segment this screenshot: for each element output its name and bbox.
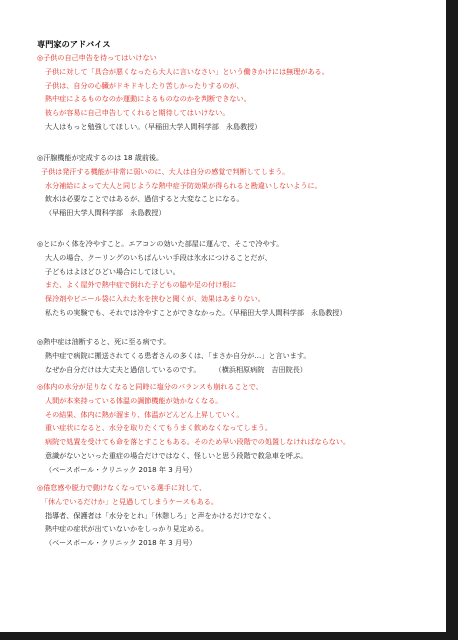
- advice-line: また、よく屋外で熱中症で倒れた子どもの脇や足の付け根に: [45, 280, 237, 290]
- advice-line: 水分補給によって大人と同じような熱中症予防効果が得られると勘違いしないように。: [45, 180, 322, 190]
- advice-line: 子供に対して「具合が悪くなったら大人に言いなさい」という働きかけには無理がある。: [45, 66, 329, 76]
- section-heading: ◎とにかく体を冷やすこと。エアコンの効いた部屋に運んで、そこで冷やす。: [37, 239, 284, 248]
- advice-line: その結果、体内に熱が溜まり、体温がどんどん上昇していく。: [45, 409, 244, 419]
- advice-line: 飲水は必要なことではあるが、過信すると大変なことになる。: [45, 194, 244, 204]
- advice-line: 保冷剤やビニール袋に入れた氷を挟むと聞くが、効果はあまりない。: [45, 294, 265, 304]
- advice-line: なぜか自分だけは大丈夫と過信しているのです。 （横浜相原病院 吉田院長）: [45, 364, 307, 374]
- advice-line: 子供は、自分の心臓がドキドキしたり苦しかったりするのが、: [45, 80, 244, 90]
- section-heading: ◎熱中症は油断すると、死に至る病です。: [37, 337, 171, 346]
- section-heading: ◎汗腺機能が完成するのは 18 歳前後。: [37, 153, 164, 162]
- advice-line: 子供は発汗する機能が非常に弱いのに、大人は自分の感覚で判断してしまう。: [41, 166, 290, 176]
- section-heading: ◎倦怠感や脱力で動けなくなっている選手に対して、: [37, 483, 207, 492]
- advice-line: 人間が本来持っている体温の調節機能が効かなくなる。: [45, 395, 223, 405]
- advice-line: 熱中症の症状が出ていないかをしっかり見定める。: [45, 524, 209, 534]
- advice-line: （早稲田大学人間科学部 永島教授）: [45, 208, 166, 218]
- advice-section-4: [37, 335, 439, 376]
- advice-line: 私たちの実験でも、それでは冷やすことができなかった。（早稲田大学人間科学部 永島教授）: [45, 307, 347, 317]
- advice-line: 意識がないといった重症の場合だけではなく、怪しいと思う段階で救急車を呼ぶ。: [45, 450, 308, 460]
- advice-section-3: [37, 237, 439, 320]
- advice-line: 大人はもっと勉強してほしい。（早稲田大学人間科学部 永島教授）: [45, 121, 262, 131]
- advice-line: 大人の場合、クーリングのいちばんいい手段は氷水につけることだが、: [45, 252, 272, 262]
- advice-section-5: [37, 380, 439, 477]
- advice-line: 彼らが容易に自己申告してくれると期待してはいけない。: [45, 108, 230, 118]
- advice-line: 「休んでいるだけか」と見過してしまうケースもある。: [41, 496, 218, 506]
- advice-line: 熱中症で病院に搬送されてくる患者さんの多くは、「まさか自分が…」と言います。: [45, 350, 311, 360]
- citation: （ベースボール・クリニック 2018 年 3 月号）: [45, 538, 197, 548]
- advice-section-1: [37, 51, 439, 134]
- advice-section-2: [37, 151, 439, 220]
- section-heading: ◎体内の水分が足りなくなると同時に塩分のバランスも崩れることで、: [37, 382, 263, 391]
- page-title: 専門家のアドバイス: [37, 39, 111, 49]
- citation: （ベースボール・クリニック 2018 年 3 月号）: [45, 464, 197, 474]
- advice-line: 子どもはよほどひどい場合にしてほしい。: [45, 266, 180, 276]
- advice-line: 熱中症によるものなのか運動によるものなのかを判断できない。: [45, 94, 251, 104]
- section-heading: ◎子供の自己申告を待ってはいけない: [37, 53, 157, 62]
- advice-section-6: [37, 481, 439, 550]
- advice-line: 重い症状になると、水分を取りたくてもうまく飲めなくなってしまう。: [45, 423, 272, 433]
- advice-line: 指導者、保護者は「水分をとれ」「休憩しろ」と声をかけるだけでなく、: [45, 510, 276, 520]
- advice-line: 病院で処置を受けても命を落とすこともある。そのため早い段階での処置しなければならない。: [45, 437, 351, 447]
